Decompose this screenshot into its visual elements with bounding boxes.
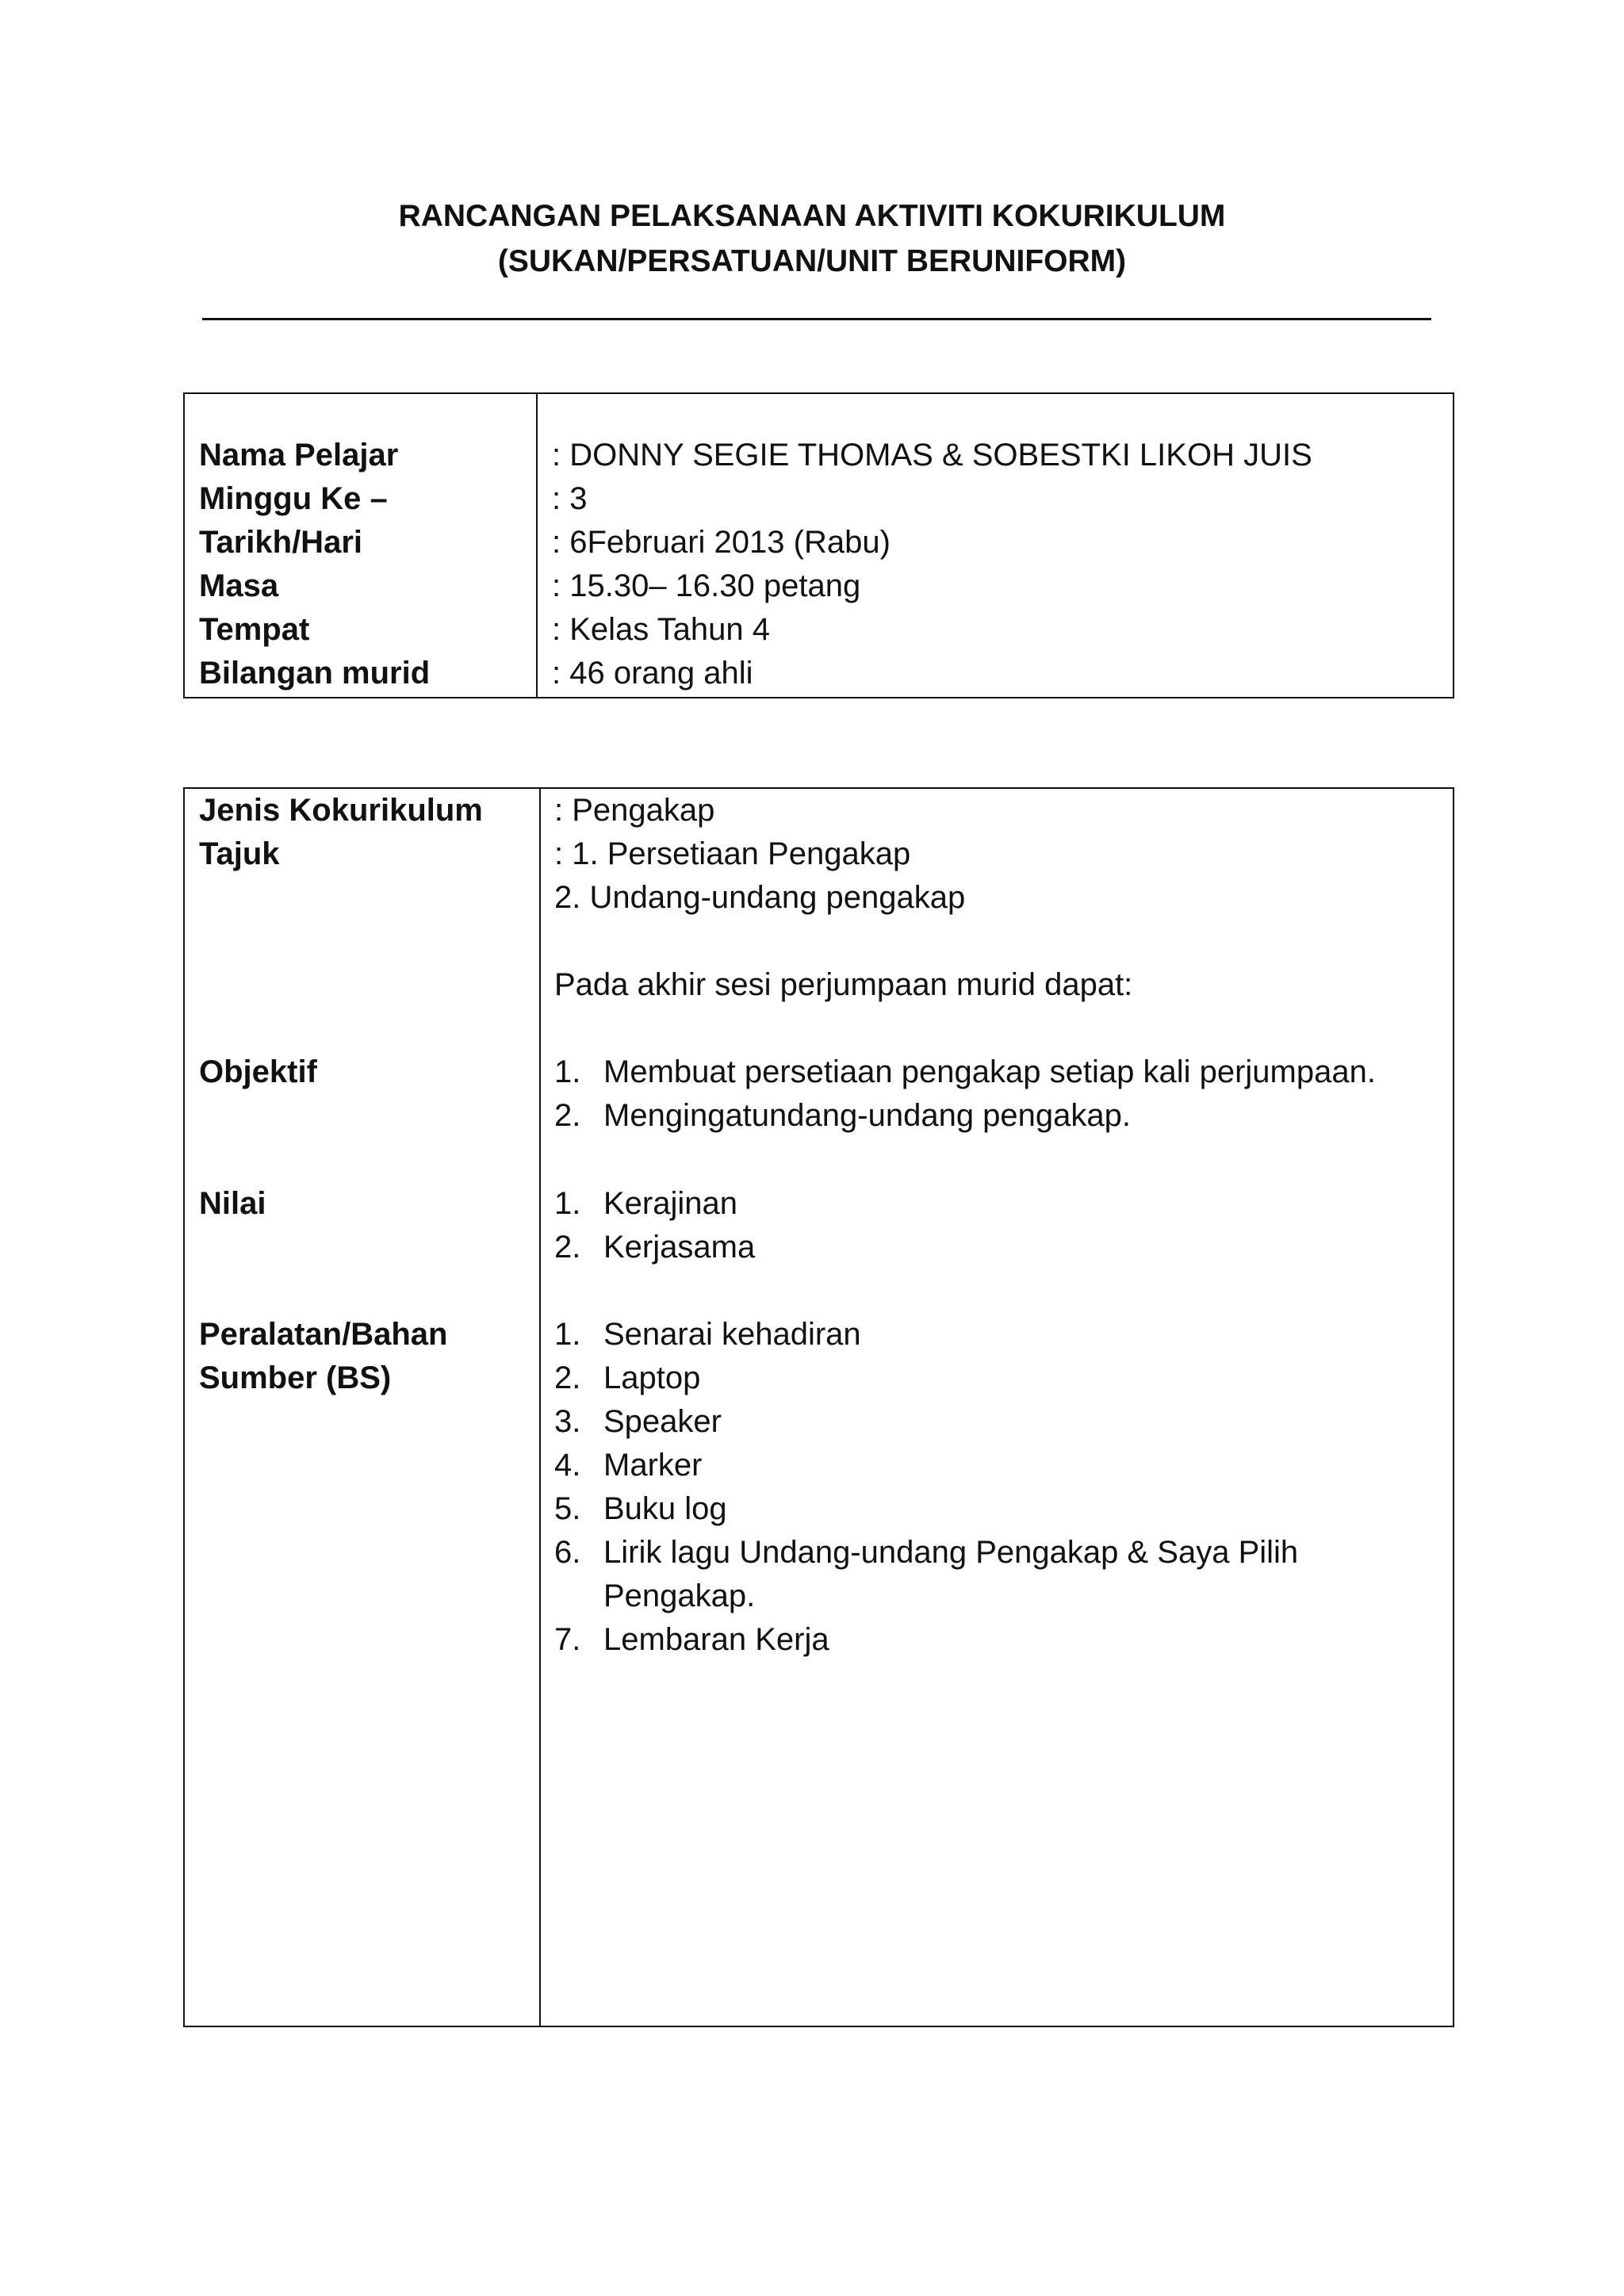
info-table	[183, 392, 1454, 698]
info-value: : 6Februari 2013 (Rabu)	[552, 525, 891, 560]
list-item	[554, 1094, 1131, 1138]
info-row-tempat	[185, 608, 1453, 652]
list-item	[554, 1400, 722, 1444]
list-item	[554, 1357, 700, 1400]
info-value: : 15.30– 16.30 petang	[552, 568, 861, 603]
list-item	[554, 1226, 755, 1269]
list-number: 4.	[554, 1448, 581, 1483]
list-text: Senarai kehadiran	[603, 1317, 861, 1352]
info-row-masa	[185, 564, 1453, 608]
list-number: 2.	[554, 1098, 581, 1133]
list-text: Mengingatundang-undang pengakap.	[603, 1098, 1132, 1133]
info-row-bilangan	[185, 652, 1453, 695]
list-number: 2.	[554, 1230, 581, 1265]
list-number: 2.	[554, 1360, 581, 1395]
title-divider	[202, 318, 1431, 320]
info-label: Tarikh/Hari	[199, 525, 362, 560]
info-label: Nama Pelajar	[199, 438, 399, 473]
list-number: 6.	[554, 1535, 581, 1570]
tajuk-line-1: : 1. Persetiaan Pengakap	[554, 836, 911, 871]
document-title: RANCANGAN PELAKSANAAN AKTIVITI KOKURIKULUM	[398, 199, 1226, 233]
info-row-tarikh	[185, 521, 1453, 564]
info-value: : 3	[552, 481, 588, 516]
info-label: Minggu Ke –	[199, 481, 388, 516]
list-text: Membuat persetiaan pengakap setiap kali perjumpaan.	[603, 1054, 1376, 1089]
plan-table	[183, 787, 1454, 2027]
plan-table-divider	[539, 789, 541, 2026]
list-text: Kerajinan	[603, 1186, 738, 1221]
list-number: 5.	[554, 1491, 581, 1526]
list-item	[554, 1444, 702, 1487]
list-item-continuation: Pengakap.	[603, 1578, 756, 1613]
info-value: : 46 orang ahli	[552, 656, 753, 691]
info-row-minggu	[185, 477, 1453, 521]
peralatan-label: Peralatan/Bahan	[199, 1317, 448, 1352]
objektif-label: Objektif	[199, 1054, 317, 1089]
list-number: 1.	[554, 1317, 581, 1352]
list-item	[554, 1182, 737, 1226]
list-text: Lirik lagu Undang-undang Pengakap & Saya Pilih	[603, 1535, 1299, 1570]
list-text: Laptop	[603, 1360, 701, 1395]
list-number: 3.	[554, 1404, 581, 1439]
peralatan-label-line-2: Sumber (BS)	[199, 1360, 392, 1395]
info-label: Tempat	[199, 612, 310, 647]
list-text: Marker	[603, 1448, 703, 1483]
list-number: 1.	[554, 1054, 581, 1089]
list-text: Buku log	[603, 1491, 727, 1526]
jenis-label: Jenis Kokurikulum	[199, 793, 483, 828]
info-value: : DONNY SEGIE THOMAS & SOBESTKI LIKOH JUIS	[552, 438, 1312, 473]
list-item	[554, 1313, 861, 1357]
tajuk-label: Tajuk	[199, 836, 280, 871]
info-row-nama	[185, 434, 1453, 477]
list-text: Kerjasama	[603, 1230, 756, 1265]
info-label: Masa	[199, 568, 279, 603]
list-item	[554, 1050, 1376, 1094]
list-item	[554, 1618, 829, 1662]
list-item	[554, 1487, 727, 1531]
objektif-intro: Pada akhir sesi perjumpaan murid dapat:	[554, 967, 1133, 1002]
list-text: Speaker	[603, 1404, 722, 1439]
jenis-value: : Pengakap	[554, 793, 715, 828]
info-label: Bilangan murid	[199, 656, 431, 691]
list-number: 7.	[554, 1622, 581, 1657]
list-text: Lembaran Kerja	[603, 1622, 829, 1657]
document-subtitle: (SUKAN/PERSATUAN/UNIT BERUNIFORM)	[497, 244, 1127, 278]
list-number: 1.	[554, 1186, 581, 1221]
info-value: : Kelas Tahun 4	[552, 612, 771, 647]
list-item	[554, 1531, 1298, 1575]
nilai-label: Nilai	[199, 1186, 266, 1221]
tajuk-line-2: 2. Undang-undang pengakap	[554, 880, 966, 915]
